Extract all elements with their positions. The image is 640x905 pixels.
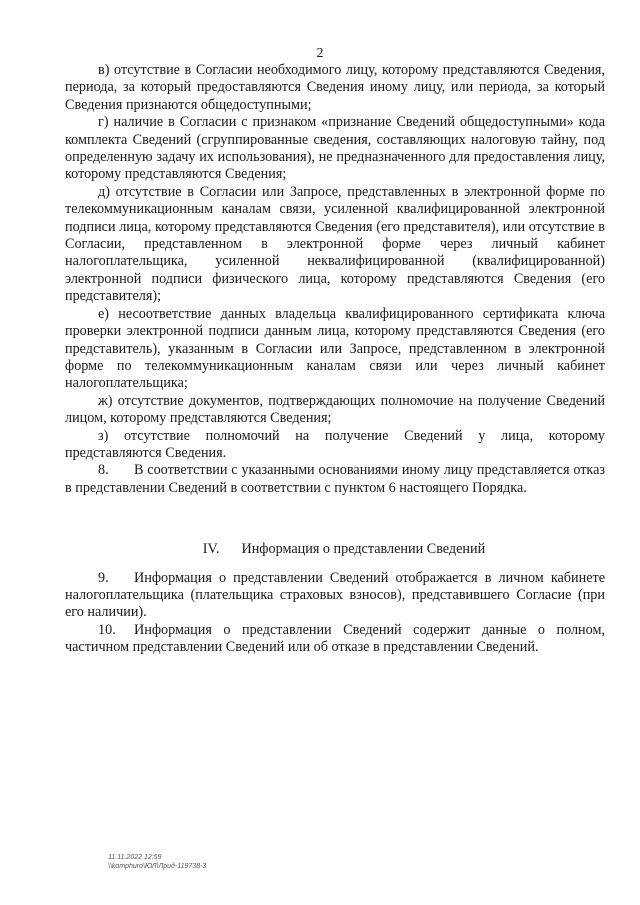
section-title: Информация о представлении Сведений: [241, 541, 486, 558]
item-10-number: 10.: [98, 621, 116, 638]
page-number: 2: [316, 46, 324, 61]
paragraph-d: д) отсутствие в Согласии или Запросе, представленных в электронной форме по телекоммуникационным каналам связи, усиленной квалифицированной электронной подписи лица, которому представляются Сведения (его представителя), или отсутствие в Согласии, представленном в электронной форме через личный кабинет налогоплательщика, усиленной неквалифицированной (квалифицированной) электронной подписи физического лица, которому представляются Сведения (его представителя);: [65, 183, 605, 305]
item-9-number: 9.: [98, 569, 109, 586]
footer-path: \\komphuro\ЮЛ\Лрид-119738-3: [108, 863, 207, 870]
item-8: [65, 462, 605, 497]
paragraph-g: г) наличие в Согласии с признаком «признание Сведений общедоступными» кода комплекта Сведений (сгруппированные сведения, составляющих налоговую тайну, под определенную задачу их использования), не предназначенного для предоставления лицу, которому представляются Сведения;: [65, 114, 605, 183]
section-number: IV.: [202, 541, 220, 558]
paragraph-e: е) несоответствие данных владельца квалифицированного сертификата ключа проверки электронной подписи данным лица, которому представляются Сведения (его представитель), указанным в Согласии или Запросе, представленном в электронной форме по телекоммуникационным каналам связи или через личный кабинет налогоплательщика;: [65, 305, 605, 392]
item-9: [65, 570, 605, 622]
footer-timestamp: 11.11.2022 12:59: [108, 854, 162, 861]
paragraph-v: в) отсутствие в Согласии необходимого лицу, которому представляются Сведения, периода, за который предоставляются Сведения иному лицу, или периода, за который Сведения признаются общедоступными;: [65, 62, 605, 113]
item-10: [65, 622, 605, 657]
document-body: [65, 62, 605, 657]
paragraph-z: з) отсутствие полномочий на получение Сведений у лица, которому представляются Сведения.: [65, 427, 605, 461]
paragraph-zh: ж) отсутствие документов, подтверждающих полномочие на получение Сведений лицом, которому представляются Сведения;: [65, 392, 605, 427]
section-heading: [65, 541, 605, 558]
item-8-text: В соответствии с указанными основаниями иному лицу представляется отказ в представлении Сведений в соответствии с пунктом 6 настоящего Порядка.: [65, 462, 605, 496]
document-footer: [108, 853, 206, 871]
item-9-text: Информация о представлении Сведений отображается в личном кабинете налогоплательщика (плательщика страховых взносов), представившего Согласие (при его наличии).: [65, 569, 605, 621]
item-10-text: Информация о представлении Сведений содержит данные о полном, частичном представлении Сведений или об отказе в представлении Сведений.: [65, 621, 605, 656]
item-8-number: 8.: [98, 462, 109, 479]
